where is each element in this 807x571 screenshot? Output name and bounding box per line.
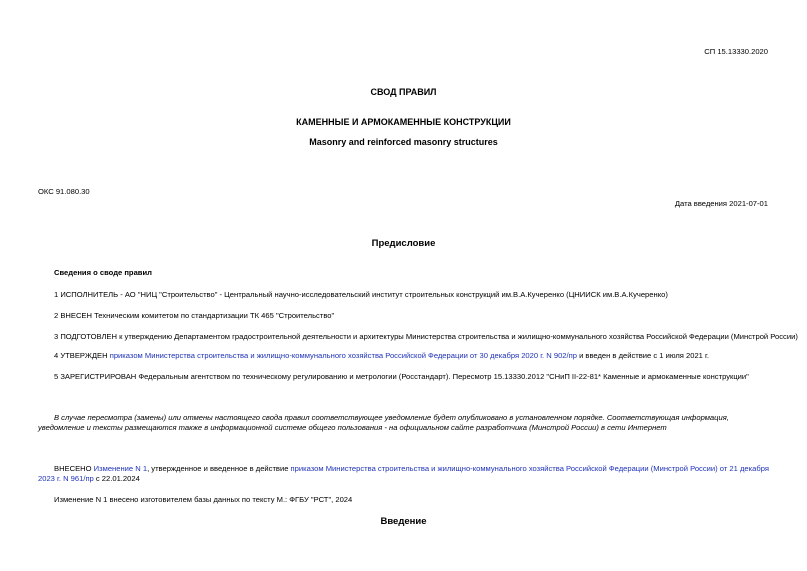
- revision-notice: В случае пересмотра (замены) или отмены настоящего свода правил соответствующее уведомление будет опубликовано в установленном порядке. Соответствующая информация, уведомление и тексты размещаются также в информационной системе общего пользования - на официальном сайте разработчика (Минстрой России) в сети Интернет: [38, 413, 729, 432]
- item4-suffix: и введен в действие с 1 июля 2021 г.: [576, 351, 709, 360]
- amendment-1-link[interactable]: Изменение N 1: [93, 464, 148, 473]
- changes-suffix: с 22.01.2024: [93, 474, 140, 483]
- item4-prefix: 4 УТВЕРЖДЕН: [54, 351, 110, 360]
- changes-note: Изменение N 1 внесено изготовителем базы данных по тексту М.: ФГБУ "РСТ", 2024: [54, 495, 353, 504]
- approval-order-link[interactable]: приказом Министерства строительства и жилищно-коммунального хозяйства Российской Федерации от 30 декабря 2020 г. N 902/пр: [109, 351, 577, 360]
- info-heading: Сведения о своде правил: [54, 268, 152, 277]
- preface-heading: Предисловие: [371, 238, 436, 249]
- doc-name-ru: КАМЕННЫЕ И АРМОКАМЕННЫЕ КОНСТРУКЦИИ: [296, 117, 511, 127]
- changes-prefix: ВНЕСЕНО: [54, 464, 94, 473]
- doc-code: СП 15.13330.2020: [704, 47, 768, 56]
- intro-heading: Введение: [380, 516, 427, 527]
- date-intro: Дата введения 2021-07-01: [674, 199, 768, 208]
- changes-middle: , утвержденное и введенное в действие: [147, 464, 291, 473]
- preface-item-5: 5 ЗАРЕГИСТРИРОВАН Федеральным агентством по техническому регулированию и метрологии (Росстандарт). Пересмотр 15.13330.2012 "СНиП II-22-81* Каменные и армокаменные конструкции": [54, 372, 749, 381]
- preface-item-3: 3 ПОДГОТОВЛЕН к утверждению Департаментом градостроительной деятельности и архитектуры Министерства строительства и жилищно-коммунального хозяйства Российской Федерации (Минстрой России): [54, 332, 798, 341]
- preface-item-4: [54, 351, 709, 361]
- amendment-order-link[interactable]: приказом Министерства строительства и жилищно-коммунального хозяйства Российской Федерации (Минстрой России) от 21 декабря 2023 г. N 961/пр: [38, 464, 769, 483]
- doc-type-title: СВОД ПРАВИЛ: [370, 87, 437, 97]
- changes-paragraph: [38, 464, 770, 484]
- preface-item-2: 2 ВНЕСЕН Техническим комитетом по стандартизации ТК 465 "Строительство": [54, 311, 335, 320]
- preface-item-1: 1 ИСПОЛНИТЕЛЬ - АО "НИЦ "Строительство" - Центральный научно-исследовательский институт строительных конструкций им.В.А.Кучеренко (ЦНИИСК им.В.А.Кучеренко): [54, 290, 668, 299]
- oks-code: ОКС 91.080.30: [38, 187, 90, 196]
- doc-name-en: Masonry and reinforced masonry structures: [309, 137, 498, 147]
